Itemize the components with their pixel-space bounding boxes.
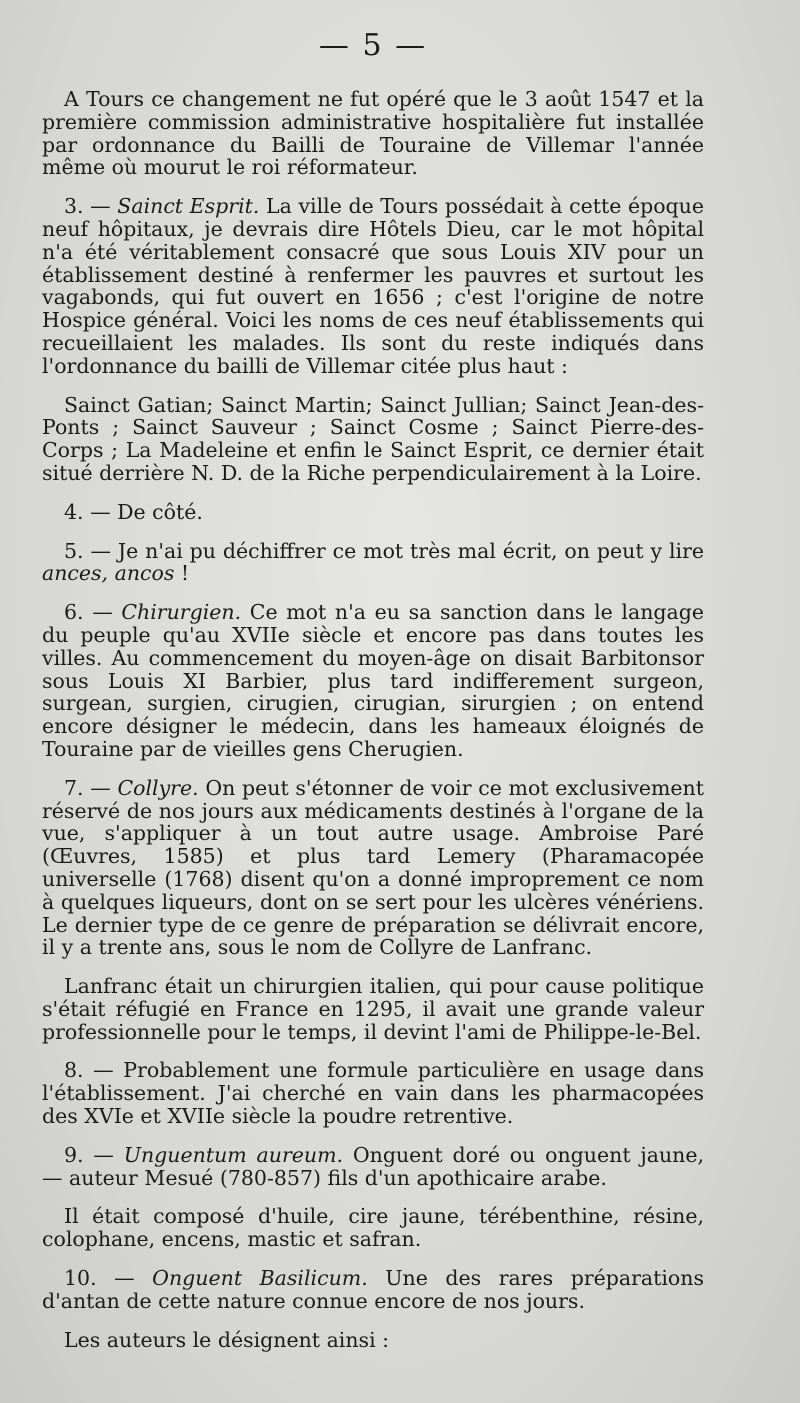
note-text: Onguent doré ou onguent jaune, — auteur Mesué (780-857) fils d'un apothicaire arabe. (42, 1142, 704, 1190)
note-number: 4. — (64, 499, 118, 524)
note-number: 10. — (64, 1266, 153, 1291)
page-number: — 5 — (318, 28, 428, 63)
paragraph-text: Sainct Gatian; Sainct Martin; Sainct Jullian; Sainct Jean-des-Ponts ; Sainct Sauveur ; Sainct Cosme ; Sainct Pierre-des-Corps ; La Madeleine et enfin le Sainct Esprit, ce dernier était situé derrière N. D. de la Riche perpendiculairement à la Loire. (42, 392, 704, 485)
note-term: Chirurgien. (121, 600, 242, 625)
note-term: Unguentum aureum. (123, 1142, 344, 1167)
note-term: Collyre. (117, 775, 199, 800)
paragraph-text: Lanfranc était un chirurgien italien, qui pour cause politique s'était réfugié en France en 1295, il avait une grande valeur professionnelle pour le temps, il devint l'ami de Philippe-le-Bel. (42, 974, 704, 1044)
paragraph-text: A Tours ce changement ne fut opéré que le 3 août 1547 et la première commission administrative hospitalière fut installée par ordonnance du Bailli de Touraine de Villemar l'année même où mourut le roi réformateur. (42, 87, 704, 180)
note-text: Probablement une formule particulière en usage dans l'établissement. J'ai cherché en vain dans les pharmacopées des XVIe et XVIIe siècle la poudre retrentive. (42, 1058, 705, 1129)
note-tail: ! (174, 561, 190, 586)
note-number: 9. — (64, 1142, 124, 1167)
paragraph-text: Les auteurs le désignent ainsi : (64, 1327, 390, 1352)
note-text: Je n'ai pu déchiffrer ce mot très mal écrit, on peut y lire (117, 538, 704, 563)
note-text: On peut s'étonner de voir ce mot exclusivement réservé de nos jours aux médicaments destinés à l'organe de la vue, s'appliquer à un tout autre usage. Ambroise Paré (Œuvres, 1585) et plus tard Lemery (Pharamacopée universelle (1768) disent qu'on a donné improprement ce nom à quelques liqueurs, dont on se sert pour les ulcères vénériens. Le dernier type de ce genre de préparation se délivrait encore, il y a trente ans, sous le nom de Collyre de Lanfranc. (42, 775, 704, 960)
paragraph-text: Il était composé d'huile, cire jaune, térébenthine, résine, colophane, encens, mastic et safran. (42, 1204, 704, 1252)
note-term: Sainct Esprit. (117, 194, 260, 219)
note-text: Ce mot n'a eu sa sanction dans le langage du peuple qu'au XVIIe siècle et encore pas dans toutes les villes. Au commencement du moyen-âge on disait Barbitonsor sous Louis XI Barbier, plus tard indifferement surgeon, surgean, surgien, cirugien, cirugian, sirurgien ; on entend encore désigner le médecin, dans les hameaux éloignés de Touraine par de vieilles gens Cherugien. (42, 600, 705, 761)
note-10-continued (42, 1329, 704, 1352)
note-9-continued (42, 1205, 704, 1251)
note-term: ances, ancos (42, 561, 175, 586)
note-7 (42, 777, 704, 959)
note-9 (42, 1144, 704, 1190)
note-3-list (42, 394, 704, 485)
note-6 (42, 601, 704, 761)
note-number: 5. — (64, 538, 118, 563)
note-number: 3. — (64, 194, 118, 219)
paragraph-intro (42, 88, 704, 179)
note-text: Une des rares préparations d'antan de cette nature connue encore de nos jours. (42, 1266, 704, 1313)
note-term: Onguent Basilicum. (152, 1266, 368, 1291)
note-7-continued (42, 975, 704, 1043)
note-number: 8. — (64, 1058, 124, 1083)
note-number: 7. — (64, 775, 118, 800)
note-8 (42, 1059, 704, 1127)
note-number: 6. — (64, 600, 122, 625)
note-4 (42, 501, 704, 524)
note-3 (42, 195, 704, 377)
note-text: De côté. (117, 499, 203, 524)
note-text: La ville de Tours possédait à cette époque neuf hôpitaux, je devrais dire Hôtels Dieu, car le mot hôpital n'a été véritablement consacré que sous Louis XIV pour un établissement destiné à renfermer les pauvres et surtout les vagabonds, qui fut ouvert en 1656 ; c'est l'origine de notre Hospice général. Voici les noms de ces neuf établissements qui recueillaient les malades. Ils sont du reste indiqués dans l'ordonnance du bailli de Villemar citée plus haut : (42, 194, 704, 378)
note-5 (42, 540, 704, 586)
note-10 (42, 1267, 704, 1313)
